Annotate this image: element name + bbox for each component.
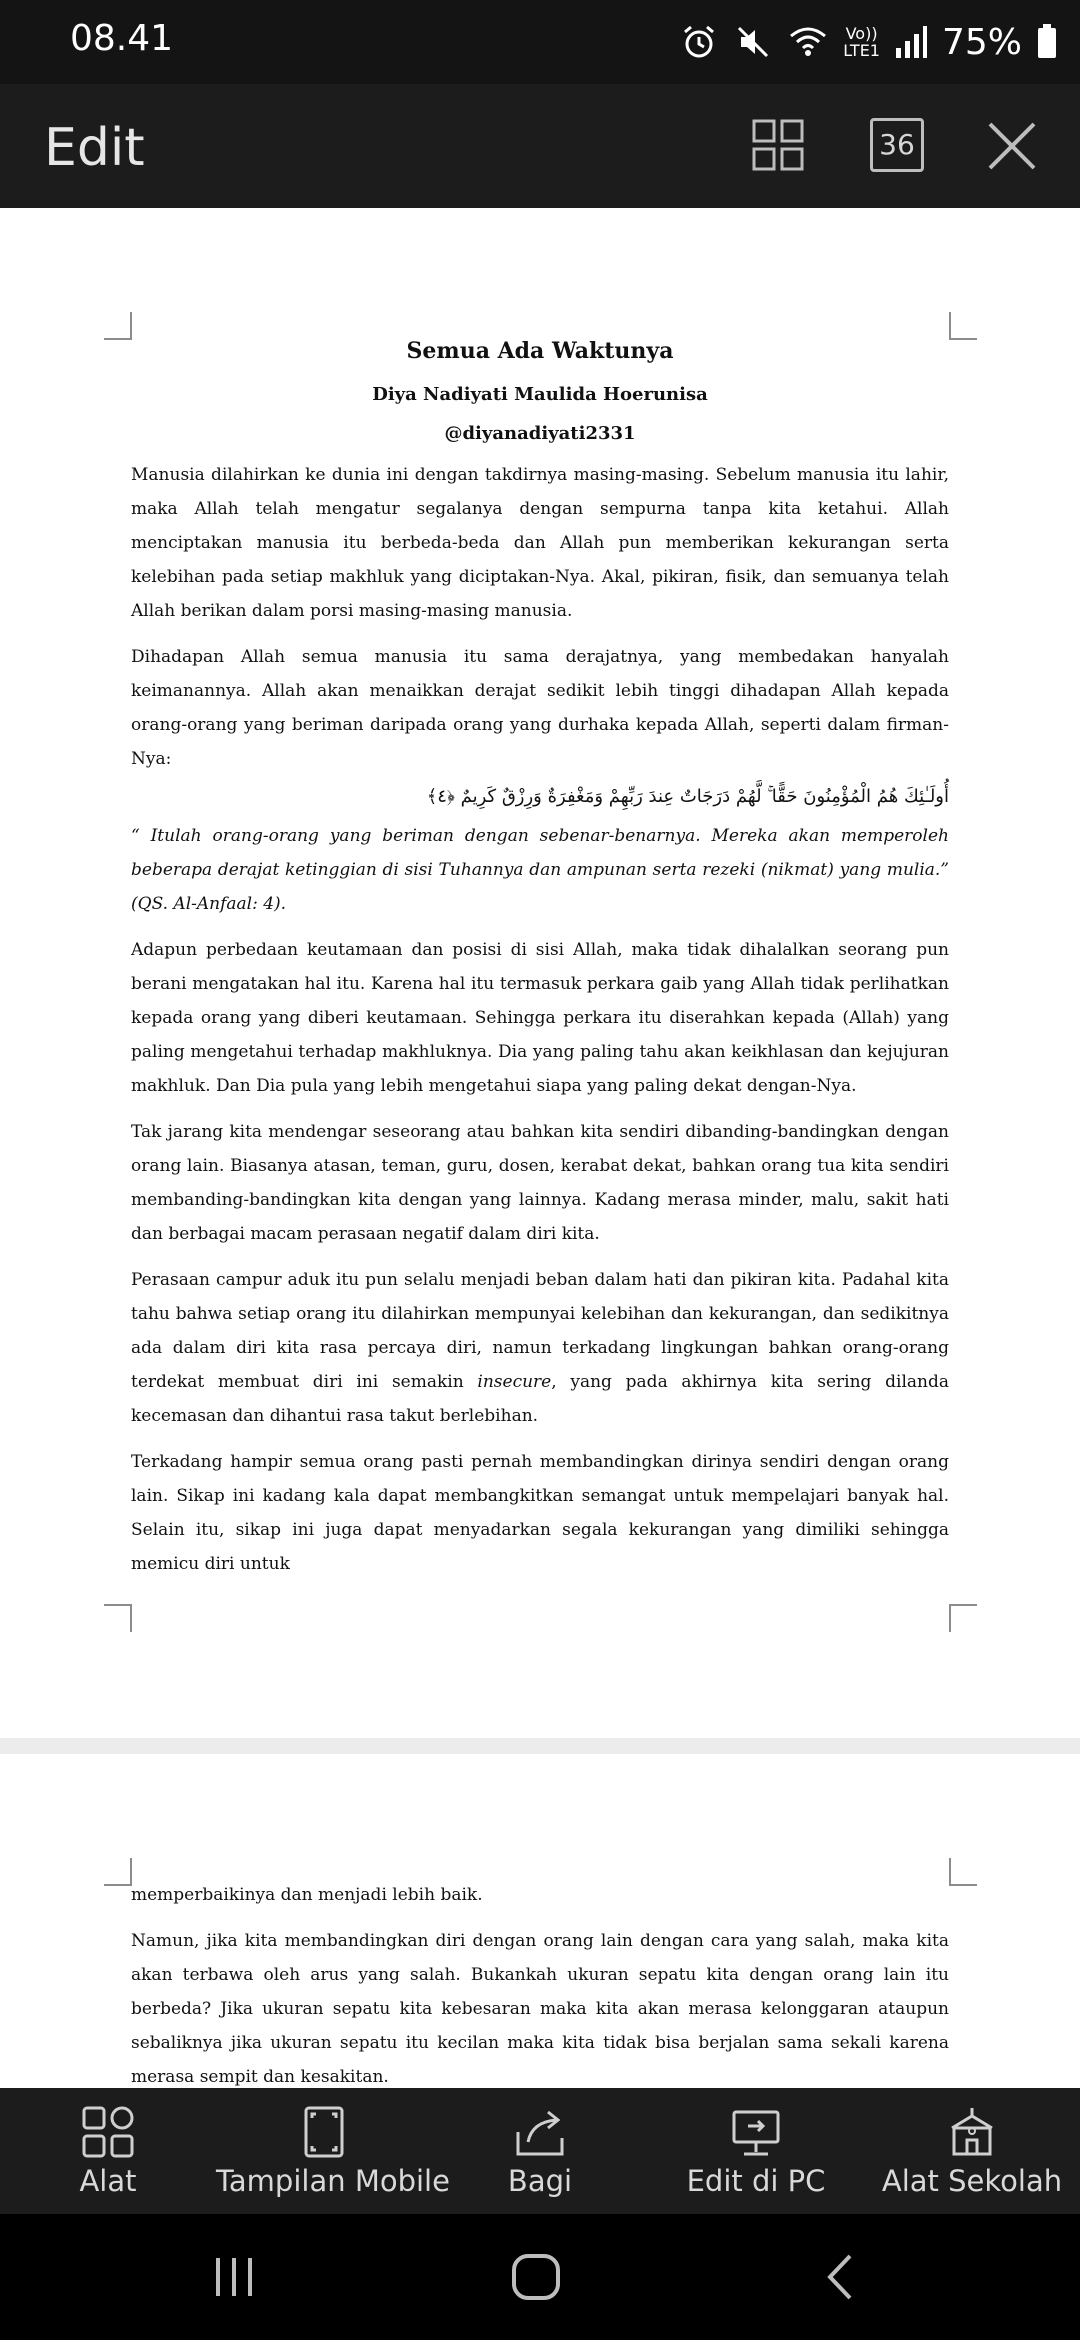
document-handle: @diyanadiyati2331 <box>444 423 636 444</box>
status-bar <box>0 0 1080 84</box>
network-label-bottom: LTE1 <box>843 41 880 60</box>
crop-mark-bottom-right <box>949 1604 977 1632</box>
edit-on-pc-button[interactable] <box>648 2088 864 2214</box>
paragraph-text: Perasaan campur aduk itu pun selalu menjadi beban dalam hati dan pikiran kita. Padahal kita tahu bahwa setiap orang itu dilahirkan mempunyai kelebihan dan kekurangan, dan sedikitnya ada dalam diri kita rasa percaya diri, namun terkadang lingkungan bahkan orang-orang terdekat membuat diri ini semakin <box>131 1270 949 1392</box>
page-separator <box>0 1738 1080 1754</box>
document-page-2[interactable] <box>0 1754 1080 2088</box>
tools-label: Alat <box>79 2164 137 2198</box>
recent-apps-icon <box>212 2252 256 2302</box>
close-icon <box>982 116 1042 176</box>
tools-button[interactable] <box>0 2088 216 2214</box>
crop-mark-top-left <box>104 312 132 340</box>
share-icon <box>512 2104 568 2160</box>
system-navigation-bar <box>0 2214 1080 2340</box>
recent-apps-button[interactable] <box>212 2252 256 2306</box>
italic-word: insecure <box>477 1372 552 1392</box>
mobile-view-label: Tampilan Mobile <box>216 2164 450 2198</box>
crop-mark-top-right <box>949 1858 977 1886</box>
quote: “ Itulah orang-orang yang beriman dengan sebenar-benarnya. Mereka akan memperoleh beberapa derajat ketinggian di sisi Tuhannya dan ampunan serta rezeki (nikmat) yang mulia.” (QS. Al-Anfaal: 4). <box>131 826 949 914</box>
battery-percentage: 75% <box>941 21 1022 63</box>
crop-mark-bottom-left <box>104 1604 132 1632</box>
signal-icon <box>894 22 928 62</box>
status-icons <box>679 14 1058 70</box>
school-tools-icon <box>944 2104 1000 2160</box>
grid-view-button[interactable] <box>749 116 809 176</box>
crop-mark-top-right <box>949 312 977 340</box>
back-button[interactable] <box>820 2252 860 2306</box>
mobile-view-icon <box>296 2104 352 2160</box>
document-view[interactable] <box>0 208 1080 2088</box>
status-time: 08.41 <box>70 18 174 59</box>
school-tools-button[interactable] <box>864 2088 1080 2214</box>
paragraph-text: , yang pada akhirnya kita sering dilanda kecemasan dan dihantui rasa takut berlebihan. <box>131 1372 949 1426</box>
wifi-icon <box>787 22 829 62</box>
paragraph: Terkadang hampir semua orang pasti pernah membandingkan dirinya sendiri dengan orang lain. Sikap ini kadang kala dapat membangkitkan semangat untuk mempelajari banyak hal. Selain itu, sikap ini juga dapat menyadarkan segala kekurangan yang dimiliki sehingga memicu diri untuk <box>131 1452 949 1574</box>
mute-icon <box>733 22 773 62</box>
back-icon <box>820 2252 860 2302</box>
paragraph: Manusia dilahirkan ke dunia ini dengan takdirnya masing-masing. Sebelum manusia itu lahir, maka Allah telah mengatur segalanya dengan sempurna tanpa kita ketahui. Allah menciptakan manusia itu berbeda-beda dan Allah pun memberikan kekurangan serta kelebihan pada setiap makhluk yang diciptakan-Nya. Akal, pikiran, fisik, dan semuanya telah Allah berikan dalam porsi masing-masing manusia. <box>131 465 949 621</box>
edit-title[interactable]: Edit <box>44 118 145 178</box>
page-2-content <box>131 1878 949 2088</box>
network-label-top: Vo)) <box>845 24 878 43</box>
mobile-view-button[interactable] <box>216 2088 450 2214</box>
share-button[interactable] <box>432 2088 648 2214</box>
close-button[interactable] <box>982 116 1042 176</box>
paragraph: Namun, jika kita membandingkan diri dengan orang lain dengan cara yang salah, maka kita akan terbawa oleh arus yang salah. Bukankah ukuran sepatu kita dengan orang lain itu berbeda? Jika ukuran sepatu kita kebesaran maka kita akan merasa kelonggaran ataupun sebaliknya jika ukuran sepatu itu kecilan maka kita tidak bisa berjalan sama sekali karena merasa sempit dan kesakitan. <box>131 1931 949 2087</box>
arabic-verse: أُولَـٰئِكَ هُمُ الْمُؤْمِنُونَ حَقًّا ۚ لَّهُمْ دَرَجَاتٌ عِندَ رَبِّهِمْ وَمَغْفِرَةٌ وَرِزْقٌ كَرِيمٌ ﴿٤﴾ <box>426 786 949 807</box>
document-title: Semua Ada Waktunya <box>406 338 674 364</box>
share-label: Bagi <box>507 2164 573 2198</box>
document-author: Diya Nadiyati Maulida Hoerunisa <box>372 384 708 405</box>
alarm-icon <box>679 22 719 62</box>
network-type <box>843 25 880 59</box>
page-count-button[interactable]: 36 <box>870 118 924 172</box>
app-bar <box>0 84 1080 208</box>
battery-icon <box>1036 22 1058 62</box>
edit-on-pc-icon <box>728 2104 784 2160</box>
school-tools-label: Alat Sekolah <box>881 2164 1063 2198</box>
document-page-1[interactable] <box>0 208 1080 1738</box>
paragraph: Tak jarang kita mendengar seseorang atau bahkan kita sendiri dibanding-bandingkan dengan orang lain. Biasanya atasan, teman, guru, dosen, kerabat dekat, bahkan orang tua kita sendiri membanding-bandingkan kita dengan yang lainnya. Kadang merasa minder, malu, sakit hati dan berbagai macam perasaan negatif dalam diri kita. <box>131 1122 949 1244</box>
crop-mark-top-left <box>104 1858 132 1886</box>
bottom-toolbar <box>0 2088 1080 2214</box>
page-1-content <box>131 338 949 1581</box>
paragraph: Adapun perbedaan keutamaan dan posisi di sisi Allah, maka tidak dihalalkan seorang pun berani mengatakan hal itu. Karena hal itu termasuk perkara gaib yang Allah tidak perlihatkan kepada orang yang diberi keutamaan. Sehingga perkara itu diserahkan kepada (Allah) yang paling mengetahui terhadap makhluknya. Dia yang paling tahu akan keikhlasan dan kejujuran makhluk. Dan Dia pula yang lebih mengetahui siapa yang paling dekat dengan-Nya. <box>131 940 949 1096</box>
paragraph: memperbaikinya dan menjadi lebih baik. <box>131 1885 483 1905</box>
paragraph-insecure <box>131 1263 949 1433</box>
home-icon <box>510 2252 562 2302</box>
grid-view-icon <box>749 116 809 176</box>
paragraph: Dihadapan Allah semua manusia itu sama derajatnya, yang membedakan hanyalah keimanannya. Allah akan menaikkan derajat sedikit lebih tinggi dihadapan Allah kepada orang-orang yang beriman daripada orang yang durhaka kepada Allah, seperti dalam firman-Nya: <box>131 647 949 769</box>
home-button[interactable] <box>510 2252 562 2306</box>
tools-grid-icon <box>80 2104 136 2160</box>
edit-on-pc-label: Edit di PC <box>686 2164 826 2198</box>
